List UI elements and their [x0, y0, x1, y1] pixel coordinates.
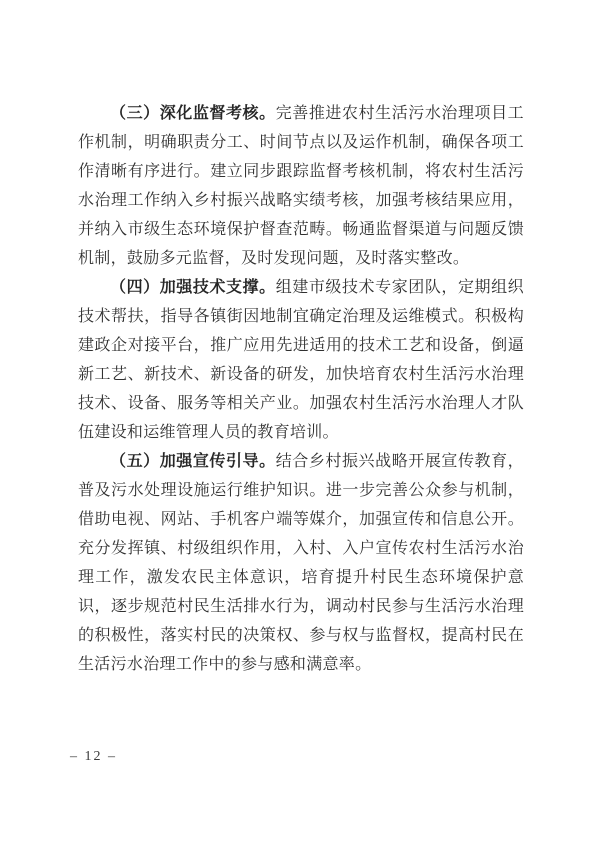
paragraph-publicity-guidance [78, 447, 524, 679]
paragraph-supervision-assessment [78, 99, 524, 273]
page-number: – 12 – [70, 749, 117, 764]
document-body [78, 99, 524, 679]
paragraph-text: 组建市级技术专家团队，定期组织技术帮扶，指导各镇街因地制宜确定治理及运维模式。积极构建政企对接平台，推广应用先进适用的技术工艺和设备，倒逼新工艺、新技术、新设备的研发，加快培育农村生活污水治理技术、设备、服务等相关产业。加强农村生活污水治理人才队伍建设和运维管理人员的教育培训。 [78, 279, 524, 441]
paragraph-technical-support [78, 273, 524, 447]
paragraph-heading: （五）加强宣传引导。 [110, 453, 276, 470]
paragraph-text: 结合乡村振兴战略开展宣传教育，普及污水处理设施运行维护知识。进一步完善公众参与机制，借助电视、网站、手机客户端等媒介，加强宣传和信息公开。充分发挥镇、村级组织作用，入村、入户宣传农村生活污水治理工作，激发农民主体意识，培育提升村民生态环境保护意识，逐步规范村民生活排水行为，调动村民参与生活污水治理的积极性，落实村民的决策权、参与权与监督权，提高村民在生活污水治理工作中的参与感和满意率。 [78, 453, 524, 673]
paragraph-heading: （四）加强技术支撑。 [110, 279, 276, 296]
paragraph-heading: （三）深化监督考核。 [110, 105, 276, 122]
paragraph-text: 完善推进农村生活污水治理项目工作机制，明确职责分工、时间节点以及运作机制，确保各项工作清晰有序进行。建立同步跟踪监督考核机制，将农村生活污水治理工作纳入乡村振兴战略实绩考核，加强考核结果应用，并纳入市级生态环境保护督查范畴。畅通监督渠道与问题反馈机制，鼓励多元监督，及时发现问题，及时落实整改。 [78, 105, 524, 267]
